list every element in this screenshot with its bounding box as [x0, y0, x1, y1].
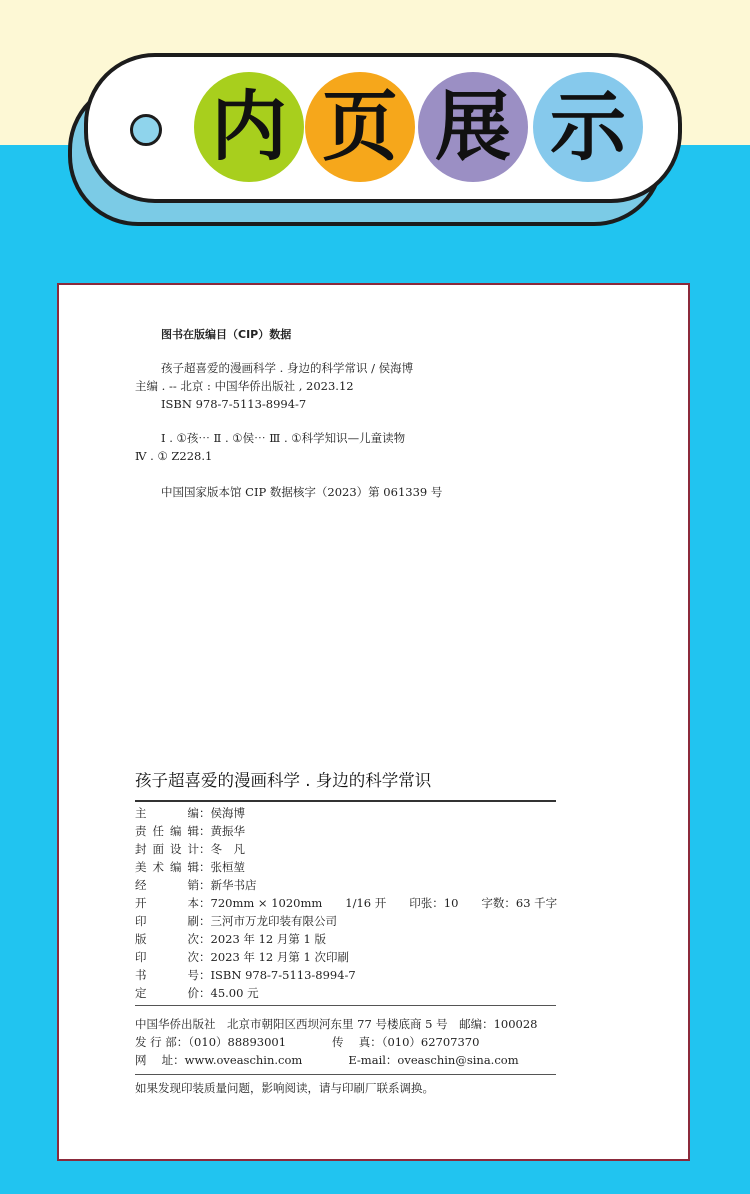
web-line: 网 址：www.oveaschin.com E-mail：oveaschin@sina.com	[135, 1053, 519, 1067]
book-title: 孩子超喜爱的漫画科学 . 身边的科学常识	[135, 771, 432, 790]
cip-line-1: 孩子超喜爱的漫画科学 . 身边的科学常识 / 侯海博	[161, 361, 414, 375]
banner-char-1: 内	[194, 72, 304, 182]
info-label: 主编	[135, 806, 199, 820]
info-row: 经销：新华书店	[135, 878, 257, 892]
cip-line-6: 中国国家版本馆 CIP 数据核字（2023）第 061339 号	[161, 485, 443, 499]
cip-line-4: Ⅰ . ①孩⋯ Ⅱ . ①侯⋯ Ⅲ . ①科学知识—儿童读物	[161, 431, 406, 445]
info-row: 印次：2023 年 12 月第 1 次印刷	[135, 950, 349, 964]
info-label: 经销	[135, 878, 199, 892]
banner-char-2: 页	[305, 72, 415, 182]
info-value: 侯海博	[210, 806, 245, 820]
info-value: ISBN 978-7-5113-8994-7	[210, 968, 356, 982]
info-value: 冬 凡	[210, 842, 245, 856]
banner-char-3: 展	[418, 72, 528, 182]
info-row: 封面设计：冬 凡	[135, 842, 245, 856]
info-value: 45.00 元	[210, 986, 259, 1000]
title-rule	[135, 800, 556, 802]
cip-heading: 图书在版编目（CIP）数据	[161, 328, 292, 341]
notice-rule	[135, 1074, 556, 1075]
info-label: 印次	[135, 950, 199, 964]
cip-line-3: ISBN 978-7-5113-8994-7	[161, 397, 307, 411]
info-label: 开本	[135, 896, 199, 910]
cip-line-5: Ⅳ . ① Z228.1	[135, 449, 213, 463]
info-value: 720mm × 1020mm 1/16 开 印张：10 字数：63 千字	[210, 896, 558, 910]
info-label: 版次	[135, 932, 199, 946]
publisher-rule	[135, 1005, 556, 1006]
info-row: 主编：侯海博	[135, 806, 245, 820]
info-label: 责任编辑	[135, 824, 199, 838]
cip-line-2: 主编 . -- 北京 : 中国华侨出版社 , 2023.12	[135, 379, 354, 393]
info-row: 定价：45.00 元	[135, 986, 259, 1000]
copyright-page	[57, 283, 690, 1161]
info-row: 美术编辑：张桓堃	[135, 860, 245, 874]
info-label: 定价	[135, 986, 199, 1000]
info-value: 2023 年 12 月第 1 版	[210, 932, 326, 946]
phone-line: 发 行 部：（010）88893001 传 真：（010）62707370	[135, 1035, 480, 1049]
info-label: 印刷	[135, 914, 199, 928]
info-row: 责任编辑：黄振华	[135, 824, 245, 838]
info-row: 开本：720mm × 1020mm 1/16 开 印张：10 字数：63 千字	[135, 896, 558, 910]
info-value: 黄振华	[210, 824, 245, 838]
info-value: 三河市万龙印装有限公司	[210, 914, 337, 928]
info-label: 封面设计	[135, 842, 199, 856]
banner-dot	[130, 114, 162, 146]
info-row: 版次：2023 年 12 月第 1 版	[135, 932, 326, 946]
info-value: 2023 年 12 月第 1 次印刷	[210, 950, 349, 964]
info-row: 书号：ISBN 978-7-5113-8994-7	[135, 968, 356, 982]
quality-notice: 如果发现印装质量问题，影响阅读，请与印刷厂联系调换。	[135, 1081, 434, 1095]
info-label: 书号	[135, 968, 199, 982]
publisher-line: 中国华侨出版社 北京市朝阳区西坝河东里 77 号楼底商 5 号 邮编：100028	[135, 1017, 538, 1031]
info-value: 张桓堃	[210, 860, 245, 874]
info-label: 美术编辑	[135, 860, 199, 874]
info-row: 印刷：三河市万龙印装有限公司	[135, 914, 337, 928]
info-value: 新华书店	[210, 878, 257, 892]
banner-char-4: 示	[533, 72, 643, 182]
